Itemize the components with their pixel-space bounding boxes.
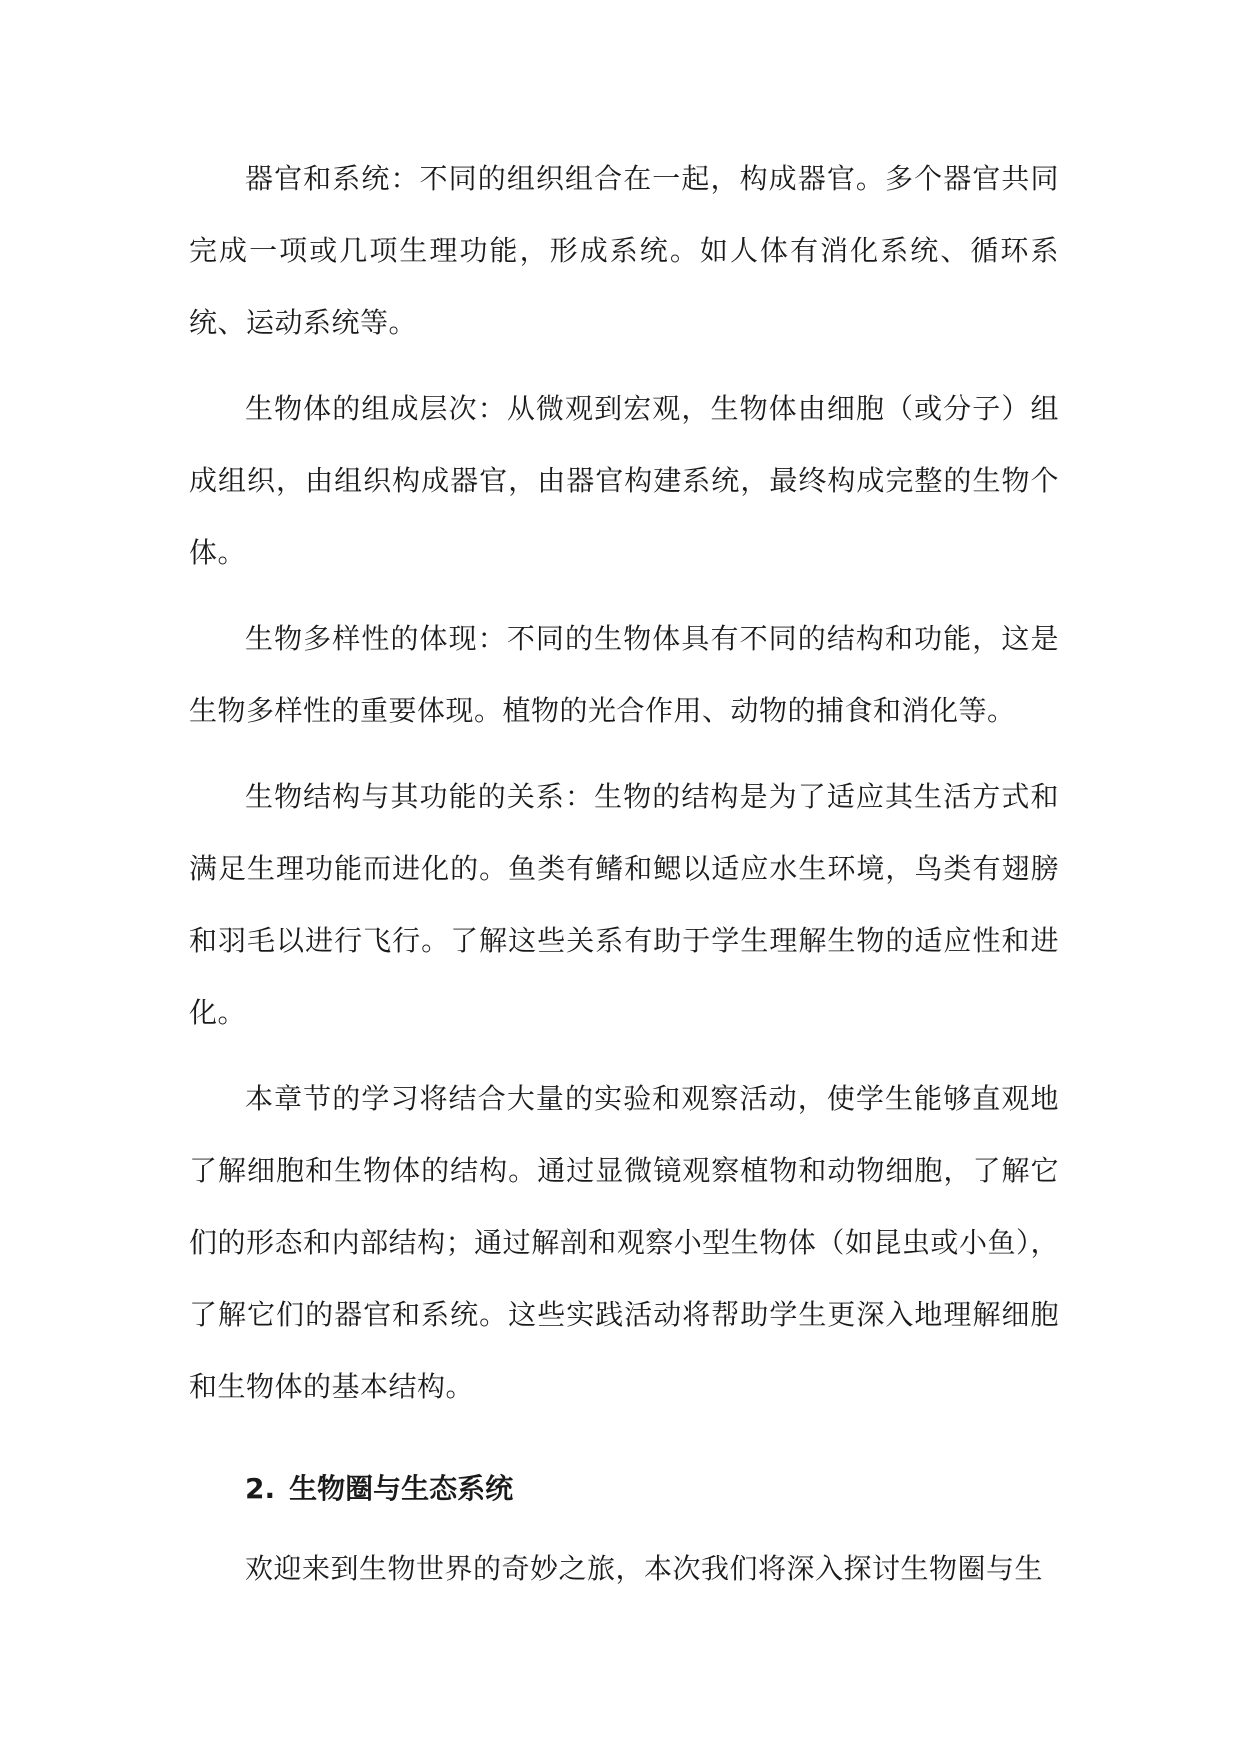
- paragraph-biodiversity: 生物多样性的体现：不同的生物体具有不同的结构和功能，这是生物多样性的重要体现。植物的光合作用、动物的捕食和消化等。: [189, 622, 1059, 727]
- section-heading: [189, 1453, 1059, 1525]
- paragraph-organs-systems: 器官和系统：不同的组织组合在一起，构成器官。多个器官共同完成一项或几项生理功能，形成系统。如人体有消化系统、循环系统、运动系统等。: [189, 162, 1059, 339]
- section-title: 生物圈与生态系统: [289, 1472, 514, 1505]
- paragraph-organization-levels: 生物体的组成层次：从微观到宏观，生物体由细胞（或分子）组成组织，由组织构成器官，由器官构建系统，最终构成完整的生物个体。: [189, 392, 1059, 569]
- section-number: 2.: [245, 1472, 276, 1505]
- page-content: [189, 143, 1059, 1605]
- paragraph-chapter-activities: 本章节的学习将结合大量的实验和观察活动，使学生能够直观地了解细胞和生物体的结构。通过显微镜观察植物和动物细胞，了解它们的形态和内部结构；通过解剖和观察小型生物体（如昆虫或小鱼），了解它们的器官和系统。这些实践活动将帮助学生更深入地理解细胞和生物体的基本结构。: [189, 1082, 1059, 1403]
- paragraph-intro-biosphere: 欢迎来到生物世界的奇妙之旅，本次我们将深入探讨生物圈与生: [245, 1552, 1044, 1585]
- paragraph-structure-function: 生物结构与其功能的关系：生物的结构是为了适应其生活方式和满足生理功能而进化的。鱼类有鳍和鳃以适应水生环境，鸟类有翅膀和羽毛以进行飞行。了解这些关系有助于学生理解生物的适应性和进化。: [189, 780, 1059, 1029]
